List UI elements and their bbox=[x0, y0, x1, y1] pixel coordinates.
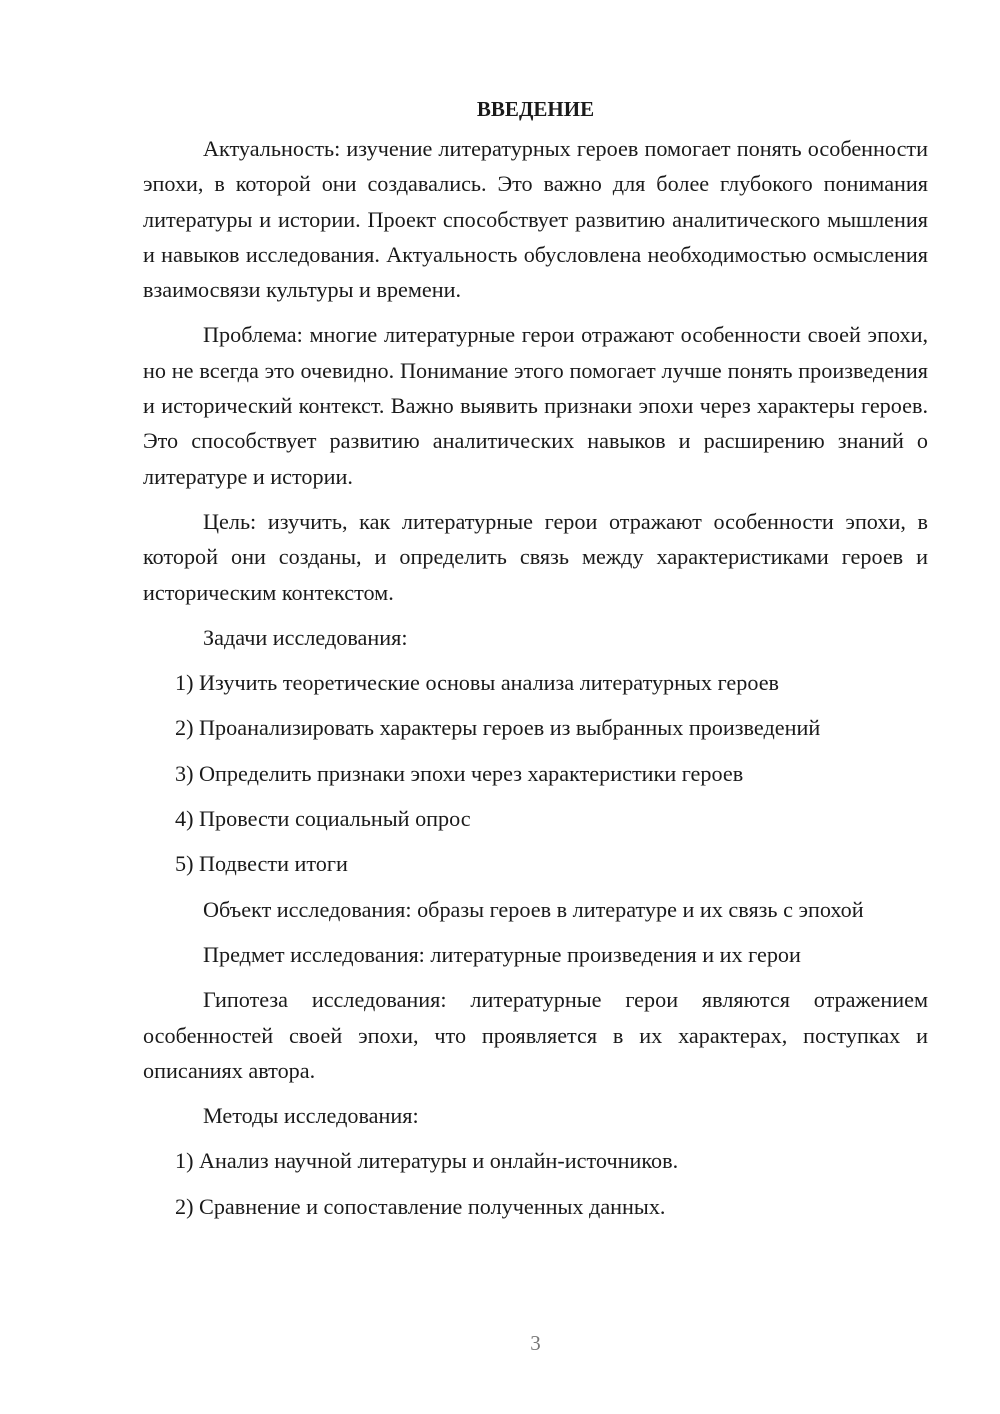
methods-heading: Методы исследования: bbox=[203, 1103, 419, 1129]
list-item: 4) Провести социальный опрос bbox=[175, 806, 471, 832]
list-item: 1) Изучить теоретические основы анализа литературных героев bbox=[175, 670, 780, 696]
tasks-heading: Задачи исследования: bbox=[203, 624, 408, 650]
methods-list bbox=[143, 1143, 928, 1224]
document-page bbox=[143, 90, 928, 1234]
object-paragraph: Объект исследования: образы героев в литературе и их связь с эпохой bbox=[203, 896, 864, 922]
list-item: 2) Проанализировать характеры героев из выбранных произведений bbox=[175, 715, 821, 741]
hypothesis-paragraph: Гипотеза исследования: литературные герои являются отражением особенностей своей эпохи, что проявляется в их характерах, поступках и описаниях автора. bbox=[143, 987, 928, 1083]
list-item: 1) Анализ научной литературы и онлайн-источников. bbox=[175, 1148, 679, 1174]
page-number: 3 bbox=[530, 1331, 541, 1355]
list-item: 3) Определить признаки эпохи через характеристики героев bbox=[175, 760, 744, 786]
goal-paragraph: Цель: изучить, как литературные герои отражают особенности эпохи, в которой они созданы, и определить связь между характеристиками героев и историческим контекстом. bbox=[143, 508, 928, 605]
list-item: 2) Сравнение и сопоставление полученных данных. bbox=[175, 1193, 666, 1219]
problem-paragraph: Проблема: многие литературные герои отражают особенности своей эпохи, но не всегда это очевидно. Понимание этого помогает лучше понять произведения и исторический контекст. Важно выявить признаки эпохи через характеры героев. Это способствует развитию аналитических навыков и расширению знаний о литературе и истории. bbox=[143, 322, 928, 489]
page-title: ВВЕДЕНИЕ bbox=[476, 97, 595, 121]
relevance-paragraph: Актуальность: изучение литературных героев помогает понять особенности эпохи, в которой они создавались. Это важно для более глубокого понимания литературы и истории. Проект способствует развитию аналитического мышления и навыков исследования. Актуальность обусловлена необходимостью осмысления взаимосвязи культуры и времени. bbox=[143, 136, 928, 303]
tasks-list bbox=[143, 665, 928, 881]
list-item: 5) Подвести итоги bbox=[175, 851, 348, 877]
subject-paragraph: Предмет исследования: литературные произведения и их герои bbox=[203, 941, 801, 967]
